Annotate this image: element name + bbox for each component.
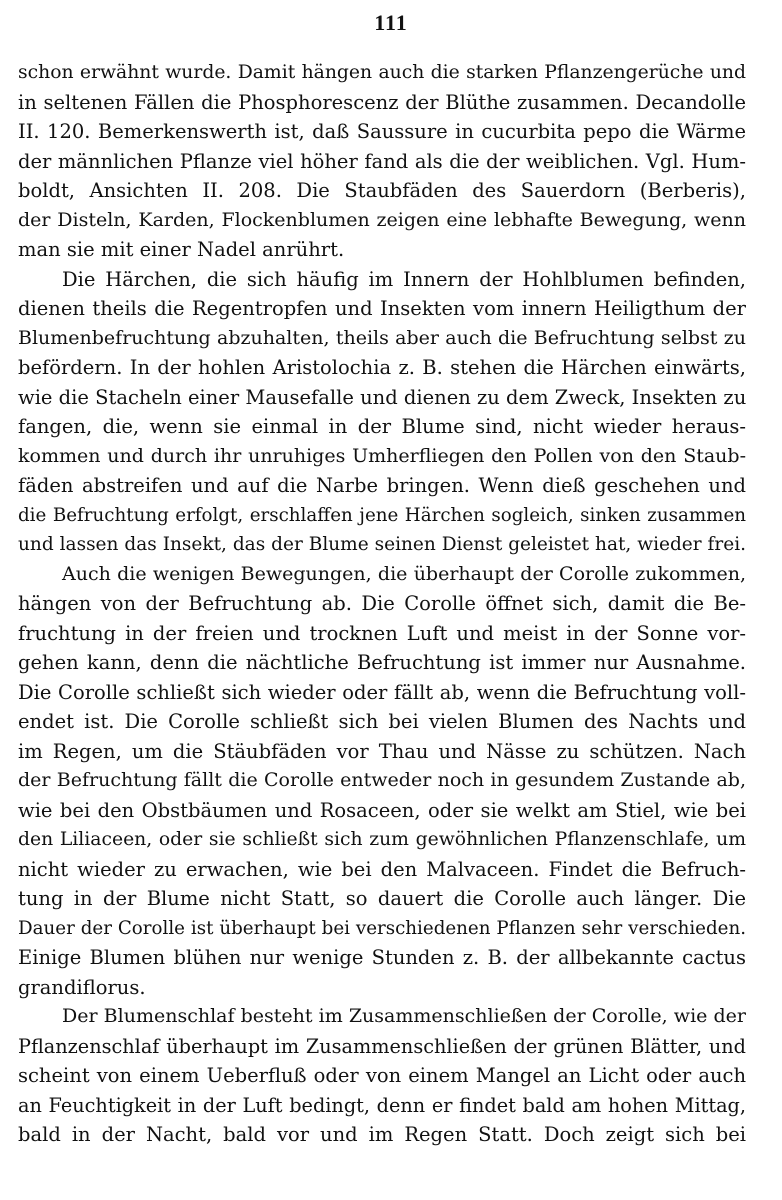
- text-line: dienen theils die Regentropfen und Insekten vom innern Heiligthum der: [18, 297, 746, 320]
- text-line: fangen, die, wenn sie einmal in der Blume sind, nicht wieder heraus-: [18, 415, 746, 438]
- text-line: man sie mit einer Nadel anrührt.: [18, 238, 345, 261]
- text-line: der Disteln, Karden, Flockenblumen zeigen eine lebhafte Bewegung, wenn: [18, 208, 746, 231]
- text-line: bald in der Nacht, bald vor und im Regen Statt. Doch zeigt sich bei: [18, 1123, 746, 1146]
- text-line: und lassen das Insekt, das der Blume seinen Dienst geleistet hat, wieder frei.: [18, 534, 746, 555]
- paragraph-first-line: Der Blumenschlaf besteht im Zusammenschließen der Corolle, wie der: [62, 1005, 746, 1027]
- text-line: an Feuchtigkeit in der Luft bedingt, denn er findet bald am hohen Mittag,: [18, 1093, 746, 1117]
- text-line: der männlichen Pflanze viel höher fand als die der weiblichen. Vgl. Hum-: [18, 149, 746, 173]
- text-line: hängen von der Befruchtung ab. Die Corolle öffnet sich, damit die Be-: [18, 592, 746, 615]
- text-line: Dauer der Corolle ist überhaupt bei verschiedenen Pflanzen sehr verschieden.: [18, 917, 746, 939]
- text-line: den Liliaceen, oder sie schließt sich zum gewöhnlichen Pflanzenschlafe, um: [18, 829, 746, 850]
- text-line: in seltenen Fällen die Phosphorescenz der Blüthe zusammen. Decandolle: [18, 90, 746, 114]
- text-line: im Regen, um die Stäubfäden vor Thau und Nässe zu schützen. Nach: [18, 739, 746, 763]
- text-line: grandiflorus.: [18, 975, 146, 999]
- text-line: wie bei den Obstbäumen und Rosaceen, oder sie welkt am Stiel, wie bei: [18, 798, 746, 822]
- text-line: tung in der Blume nicht Statt, so dauert die Corolle auch länger. Die: [18, 887, 746, 910]
- text-line: II. 120. Bemerkenswerth ist, daß Saussure in cucurbita pepo die Wärme: [18, 120, 746, 143]
- text-line: wie die Stacheln einer Mausefalle und dienen zu dem Zweck, Insekten zu: [18, 385, 747, 409]
- text-line: befördern. In der hohlen Aristolochia z. B. stehen die Härchen einwärts,: [18, 356, 746, 379]
- text-line: boldt, Ansichten II. 208. Die Staubfäden des Sauerdorn (Berberis),: [18, 179, 746, 202]
- text-line: gehen kann, denn die nächtliche Befruchtung ist immer nur Ausnahme.: [18, 651, 746, 674]
- paragraph-first-line: Auch die wenigen Bewegungen, die überhaupt der Corolle zukommen,: [62, 562, 746, 585]
- text-line: endet ist. Die Corolle schließt sich bei vielen Blumen des Nachts und: [18, 710, 746, 733]
- text-line: der Befruchtung fällt die Corolle entweder noch in gesundem Zustande ab,: [18, 769, 746, 791]
- page-number: 111: [374, 10, 408, 35]
- text-line: Blumenbefruchtung abzuhalten, theils aber auch die Befruchtung selbst zu: [18, 326, 746, 349]
- text-line: Die Corolle schließt sich wieder oder fällt ab, wenn die Befruchtung voll-: [18, 680, 746, 704]
- text-line: Pflanzenschlaf überhaupt im Zusammenschließen der grünen Blätter, und: [18, 1034, 746, 1058]
- text-line: nicht wieder zu erwachen, wie bei den Malvaceen. Findet die Befruch-: [18, 857, 746, 881]
- text-line: kommen und durch ihr unruhiges Umherfliegen den Pollen von den Staub-: [18, 444, 746, 467]
- text-line: fruchtung in der freien und trocknen Luft und meist in der Sonne vor-: [18, 621, 746, 645]
- text-line: Einige Blumen blühen nur wenige Stunden z. B. der allbekannte cactus: [18, 946, 746, 969]
- paragraph-first-line: Die Härchen, die sich häufig im Innern der Hohlblumen befinden,: [62, 267, 746, 291]
- text-line: schon erwähnt wurde. Damit hängen auch die starken Pflanzengerüche und: [18, 62, 746, 83]
- text-line: die Befruchtung erfolgt, erschlaffen jene Härchen sogleich, sinken zusammen: [18, 504, 746, 526]
- text-line: scheint von einem Ueberfluß oder von einem Mangel an Licht oder auch: [18, 1064, 746, 1087]
- text-line: fäden abstreifen und auf die Narbe bringen. Wenn dieß geschehen und: [18, 474, 746, 497]
- page-body: [18, 58, 746, 1150]
